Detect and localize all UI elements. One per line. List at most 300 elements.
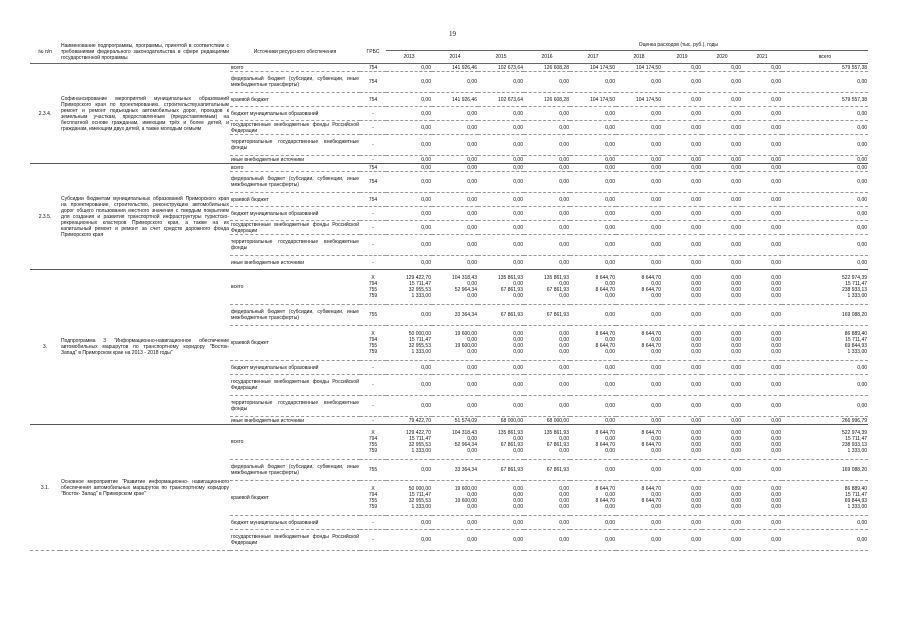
- value-cell: [702, 156, 742, 164]
- value-cell: [742, 64, 782, 72]
- amount: 0,00: [559, 293, 569, 299]
- grbs-code: 754: [368, 196, 378, 203]
- amount: 0,00: [421, 142, 431, 148]
- value-cell: [662, 107, 702, 121]
- amount: 0,00: [467, 164, 477, 171]
- amount: 0,00: [771, 349, 781, 355]
- value-cell: [742, 121, 782, 135]
- grbs-cell: [360, 417, 386, 425]
- value-cell: [386, 425, 432, 460]
- amount: 104 174,50: [589, 64, 615, 71]
- value-cell: [524, 516, 570, 530]
- amount: 0,00: [467, 537, 477, 543]
- amount: 0,00: [559, 519, 569, 526]
- value-cell: [570, 135, 616, 156]
- value-cell: [432, 270, 478, 305]
- value-cell: [616, 64, 662, 72]
- header-year: всего: [782, 51, 868, 64]
- amount: 0,00: [651, 281, 661, 287]
- value-cell: [432, 481, 478, 516]
- amount: 32 955,53: [408, 287, 431, 293]
- value-cell: [742, 425, 782, 460]
- amount: 51 574,09: [454, 417, 477, 424]
- amount: 0,00: [857, 142, 868, 148]
- value-cell: [570, 256, 616, 270]
- amount: 0,00: [467, 364, 477, 371]
- value-cell: [782, 235, 868, 256]
- value-cell: [570, 72, 616, 93]
- value-cell: [524, 221, 570, 235]
- item-number: 3.1.: [30, 425, 60, 551]
- amount: 15 711,47: [845, 281, 868, 287]
- value-cell: [478, 375, 524, 396]
- source-cell: государственные внебюджетные фонды Российской Федерации: [231, 121, 359, 134]
- amount: 0,00: [771, 312, 781, 318]
- value-cell: [432, 425, 478, 460]
- amount: 0,00: [513, 156, 523, 163]
- value-cell: [616, 516, 662, 530]
- amount: 0,00: [513, 343, 523, 349]
- amount: 0,00: [421, 124, 431, 131]
- value-cell: [432, 64, 478, 72]
- amount: 0,00: [605, 110, 615, 117]
- value-cell: [386, 107, 432, 121]
- amount: 0,00: [559, 331, 569, 337]
- amount: 1 333,00: [411, 504, 431, 510]
- value-cell: [478, 256, 524, 270]
- value-cell: [478, 207, 524, 221]
- value-cell: [386, 460, 432, 481]
- value-cell: [662, 93, 702, 107]
- amount: 0,00: [651, 293, 661, 299]
- amount: 0,00: [771, 196, 781, 203]
- value-cell: [478, 135, 524, 156]
- amount: 0,00: [857, 124, 868, 131]
- amount: 0,00: [857, 537, 868, 543]
- value-cell: [782, 481, 868, 516]
- value-cell: [662, 221, 702, 235]
- value-cell: [616, 530, 662, 551]
- amount: 141 926,46: [451, 96, 477, 103]
- amount: 0,00: [691, 164, 701, 171]
- amount: 0,00: [605, 537, 615, 543]
- amount: 0,00: [421, 179, 431, 185]
- grbs-code: 755: [368, 343, 378, 349]
- amount: 0,00: [605, 179, 615, 185]
- amount: 8 644,70: [595, 486, 615, 492]
- amount: 67 861,93: [546, 287, 569, 293]
- amount: 0,00: [651, 156, 661, 163]
- amount: 0,00: [421, 242, 431, 248]
- amount: 0,00: [771, 442, 781, 448]
- source-cell: краевой бюджет: [230, 193, 360, 207]
- value-cell: [662, 530, 702, 551]
- amount: 0,00: [691, 281, 701, 287]
- amount: 0,00: [731, 242, 741, 248]
- amount: 0,00: [467, 448, 477, 454]
- value-cell: [524, 235, 570, 256]
- amount: 0,00: [513, 224, 523, 231]
- amount: 15 711,47: [845, 337, 868, 343]
- grbs-code: 755: [368, 498, 378, 504]
- value-cell: [478, 193, 524, 207]
- amount: 0,00: [651, 179, 661, 185]
- amount: 0,00: [691, 275, 701, 281]
- amount: 1 333,00: [847, 293, 868, 299]
- amount: 0,00: [651, 164, 661, 171]
- amount: 0,00: [691, 349, 701, 355]
- value-cell: [662, 375, 702, 396]
- value-cell: [616, 93, 662, 107]
- amount: 0,00: [691, 498, 701, 504]
- amount: 0,00: [731, 110, 741, 117]
- value-cell: [432, 172, 478, 193]
- amount: 0,00: [731, 259, 741, 266]
- value-cell: [386, 516, 432, 530]
- source-cell: краевой бюджет: [230, 93, 360, 107]
- amount: 0,00: [467, 196, 477, 203]
- source-cell: федеральный бюджет (субсидии, субвенции, иные межбюджетные трансферты): [230, 305, 360, 326]
- value-cell: [570, 460, 616, 481]
- amount: 69 844,93: [844, 498, 868, 504]
- value-cell: [524, 207, 570, 221]
- grbs-cell: [360, 156, 386, 164]
- value-cell: [616, 305, 662, 326]
- value-cell: [386, 305, 432, 326]
- amount: 0,00: [771, 504, 781, 510]
- grbs-code: -: [372, 364, 374, 371]
- amount: 0,00: [421, 164, 431, 171]
- value-cell: [742, 375, 782, 396]
- amount: 0,00: [771, 337, 781, 343]
- amount: 0,00: [731, 275, 741, 281]
- value-cell: [742, 396, 782, 417]
- amount: 0,00: [731, 224, 741, 231]
- amount: 0,00: [651, 364, 661, 371]
- header-num: № п/п: [30, 40, 60, 64]
- amount: 0,00: [513, 349, 523, 355]
- amount: 0,00: [559, 337, 569, 343]
- amount: 266 996,79: [841, 417, 868, 424]
- amount: 15 711,47: [409, 281, 431, 287]
- value-cell: [386, 156, 432, 164]
- source-cell: государственные внебюджетные фонды Российской Федерации: [230, 375, 360, 396]
- amount: 0,00: [605, 224, 615, 231]
- value-cell: [524, 256, 570, 270]
- value-cell: [702, 221, 742, 235]
- amount: 0,00: [605, 467, 615, 473]
- amount: 0,00: [691, 156, 701, 163]
- amount: 1 333,00: [411, 349, 431, 355]
- value-cell: [742, 361, 782, 375]
- amount: 0,00: [467, 519, 477, 526]
- value-cell: [742, 193, 782, 207]
- amount: 0,00: [513, 448, 523, 454]
- value-cell: [386, 235, 432, 256]
- amount: 0,00: [421, 467, 431, 473]
- amount: 0,00: [651, 448, 661, 454]
- header-source: Источники ресурсного обеспечения: [230, 40, 360, 64]
- value-cell: [432, 221, 478, 235]
- amount: 0,00: [605, 492, 615, 498]
- amount: 0,00: [691, 486, 701, 492]
- amount: 0,00: [731, 287, 741, 293]
- amount: 0,00: [731, 142, 741, 148]
- value-cell: [386, 193, 432, 207]
- value-cell: [570, 164, 616, 172]
- grbs-code: 754: [368, 164, 378, 171]
- amount: 67 861,93: [500, 467, 523, 473]
- amount: 0,00: [731, 519, 741, 526]
- amount: 1 333,00: [411, 448, 431, 454]
- amount: 0,00: [513, 504, 523, 510]
- value-cell: [782, 121, 868, 135]
- amount: 104 318,43: [451, 430, 477, 436]
- value-cell: [702, 481, 742, 516]
- amount: 0,00: [559, 259, 569, 266]
- amount: 0,00: [857, 242, 868, 248]
- value-cell: [616, 235, 662, 256]
- source-cell: бюджет муниципальных образований: [230, 516, 360, 530]
- amount: 8 644,70: [641, 343, 661, 349]
- value-cell: [616, 164, 662, 172]
- grbs-code: -: [372, 110, 374, 117]
- source-cell: иные внебюджетные источники: [230, 417, 360, 425]
- amount: 0,00: [559, 436, 569, 442]
- amount: 126 608,28: [543, 96, 569, 103]
- value-cell: [782, 107, 868, 121]
- value-cell: [742, 135, 782, 156]
- amount: 1 333,00: [847, 504, 868, 510]
- amount: 0,00: [559, 403, 569, 409]
- amount: 0,00: [651, 259, 661, 266]
- amount: 0,00: [467, 403, 477, 409]
- value-cell: [432, 93, 478, 107]
- amount: 0,00: [559, 343, 569, 349]
- grbs-code: -: [372, 124, 374, 131]
- amount: 104 174,50: [635, 64, 661, 71]
- value-cell: [702, 516, 742, 530]
- amount: 33 364,34: [454, 467, 477, 473]
- amount: 0,00: [605, 349, 615, 355]
- amount: 0,00: [467, 436, 477, 442]
- amount: 0,00: [467, 504, 477, 510]
- value-cell: [432, 121, 478, 135]
- value-cell: [386, 361, 432, 375]
- value-cell: [524, 481, 570, 516]
- grbs-code: 759: [368, 448, 378, 454]
- value-cell: [478, 425, 524, 460]
- amount: 0,00: [605, 210, 615, 217]
- amount: 0,00: [651, 504, 661, 510]
- amount: 0,00: [513, 486, 523, 492]
- amount: 0,00: [857, 179, 868, 185]
- value-cell: [702, 396, 742, 417]
- amount: 0,00: [771, 293, 781, 299]
- value-cell: [782, 135, 868, 156]
- amount: 0,00: [559, 242, 569, 248]
- amount: 141 926,46: [451, 64, 477, 71]
- value-cell: [524, 375, 570, 396]
- value-cell: [524, 417, 570, 425]
- amount: 0,00: [605, 403, 615, 409]
- value-cell: [570, 207, 616, 221]
- amount: 0,00: [691, 124, 701, 131]
- value-cell: [432, 516, 478, 530]
- amount: 0,00: [513, 337, 523, 343]
- grbs-code: -: [372, 519, 374, 526]
- value-cell: [702, 326, 742, 361]
- value-cell: [432, 396, 478, 417]
- source-cell: федеральный бюджет (субсидии, субвенции, иные межбюджетные трансферты): [230, 72, 360, 93]
- value-cell: [662, 235, 702, 256]
- amount: 0,00: [467, 210, 477, 217]
- value-cell: [432, 72, 478, 93]
- value-cell: [782, 270, 868, 305]
- amount: 0,00: [559, 349, 569, 355]
- amount: 0,00: [467, 382, 477, 388]
- value-cell: [386, 164, 432, 172]
- grbs-cell: [360, 93, 386, 107]
- grbs-code: 794: [368, 436, 378, 442]
- value-cell: [702, 135, 742, 156]
- amount: 0,00: [771, 96, 781, 103]
- amount: 0,00: [605, 436, 615, 442]
- amount: 0,00: [731, 210, 741, 217]
- amount: 8 644,70: [595, 442, 615, 448]
- amount: 0,00: [691, 519, 701, 526]
- amount: 0,00: [771, 281, 781, 287]
- value-cell: [702, 164, 742, 172]
- value-cell: [570, 270, 616, 305]
- amount: 0,00: [731, 537, 741, 543]
- value-cell: [524, 425, 570, 460]
- amount: 0,00: [651, 79, 661, 85]
- value-cell: [478, 481, 524, 516]
- value-cell: [662, 417, 702, 425]
- amount: 0,00: [857, 364, 868, 371]
- value-cell: [616, 107, 662, 121]
- amount: 104 174,50: [589, 96, 615, 103]
- amount: 0,00: [513, 110, 523, 117]
- amount: 0,00: [467, 281, 477, 287]
- amount: 0,00: [513, 259, 523, 266]
- value-cell: [782, 164, 868, 172]
- amount: 8 644,70: [641, 498, 661, 504]
- value-cell: [742, 417, 782, 425]
- amount: 0,00: [513, 331, 523, 337]
- amount: 129 422,70: [405, 275, 431, 281]
- amount: 0,00: [513, 436, 523, 442]
- value-cell: [662, 121, 702, 135]
- value-cell: [702, 375, 742, 396]
- amount: 0,00: [771, 142, 781, 148]
- value-cell: [742, 270, 782, 305]
- amount: 86 889,40: [844, 331, 868, 337]
- amount: 0,00: [513, 403, 523, 409]
- amount: 0,00: [857, 156, 868, 163]
- value-cell: [702, 72, 742, 93]
- amount: 50 000,00: [408, 486, 431, 492]
- amount: 0,00: [559, 164, 569, 171]
- value-cell: [478, 156, 524, 164]
- amount: 0,00: [857, 259, 868, 266]
- amount: 0,00: [651, 436, 661, 442]
- amount: 0,00: [771, 210, 781, 217]
- grbs-code: 759: [368, 293, 378, 299]
- amount: 0,00: [731, 430, 741, 436]
- value-cell: [616, 396, 662, 417]
- header-year: 2016: [524, 51, 570, 64]
- value-cell: [616, 135, 662, 156]
- amount: 33 364,34: [454, 312, 477, 318]
- amount: 0,00: [771, 486, 781, 492]
- amount: 0,00: [605, 312, 615, 318]
- value-cell: [742, 207, 782, 221]
- amount: 8 644,70: [641, 442, 661, 448]
- amount: 0,00: [467, 124, 477, 131]
- amount: 0,00: [605, 164, 615, 171]
- value-cell: [702, 460, 742, 481]
- amount: 0,00: [513, 242, 523, 248]
- value-cell: [432, 375, 478, 396]
- amount: 0,00: [559, 537, 569, 543]
- amount: 0,00: [691, 142, 701, 148]
- value-cell: [702, 361, 742, 375]
- grbs-code: 754: [368, 96, 378, 103]
- amount: 0,00: [731, 403, 741, 409]
- amount: 0,00: [651, 349, 661, 355]
- amount: 0,00: [771, 64, 781, 71]
- amount: 0,00: [691, 448, 701, 454]
- amount: 0,00: [605, 417, 615, 424]
- value-cell: [662, 425, 702, 460]
- amount: 0,00: [691, 293, 701, 299]
- amount: 102 673,64: [497, 96, 523, 103]
- value-cell: [386, 135, 432, 156]
- value-cell: [702, 172, 742, 193]
- value-cell: [742, 305, 782, 326]
- amount: 0,00: [731, 498, 741, 504]
- amount: 0,00: [421, 110, 431, 117]
- value-cell: [702, 530, 742, 551]
- grbs-code: -: [372, 142, 374, 148]
- amount: 0,00: [559, 498, 569, 504]
- amount: 67 861,93: [546, 467, 569, 473]
- value-cell: [524, 156, 570, 164]
- value-cell: [662, 361, 702, 375]
- value-cell: [616, 481, 662, 516]
- amount: 0,00: [691, 537, 701, 543]
- amount: 0,00: [691, 343, 701, 349]
- grbs-cell: [360, 256, 386, 270]
- value-cell: [432, 460, 478, 481]
- amount: 0,00: [691, 442, 701, 448]
- amount: 0,00: [771, 275, 781, 281]
- grbs-cell: [360, 172, 386, 193]
- grbs-code: -: [372, 224, 374, 231]
- amount: 0,00: [559, 79, 569, 85]
- value-cell: [570, 305, 616, 326]
- header-year: 2021: [742, 51, 782, 64]
- amount: 0,00: [559, 492, 569, 498]
- value-cell: [616, 156, 662, 164]
- value-cell: [662, 481, 702, 516]
- amount: 0,00: [421, 210, 431, 217]
- grbs-code: X: [371, 331, 375, 337]
- value-cell: [742, 221, 782, 235]
- amount: 52 964,34: [454, 287, 477, 293]
